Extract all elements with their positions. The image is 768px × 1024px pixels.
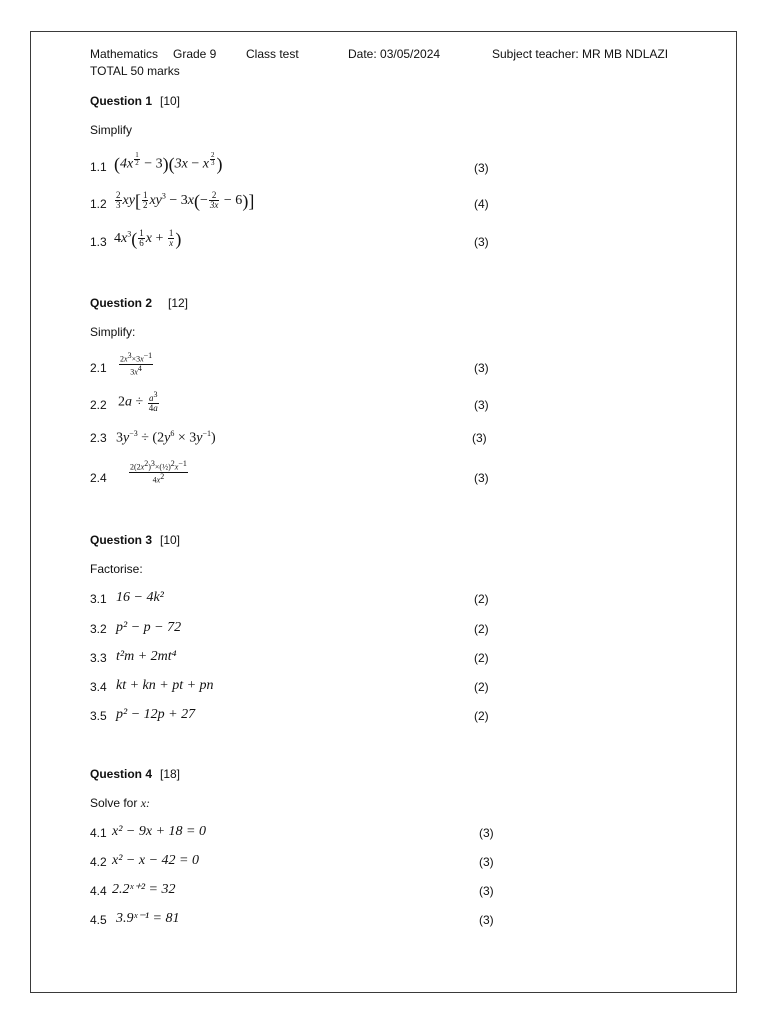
grade-label: Grade 9 [173, 47, 217, 61]
q3-item-4-marks: (2) [474, 680, 489, 694]
q1-item-1-marks: (3) [474, 161, 489, 175]
teacher-label: Subject teacher: MR MB NDLAZI [492, 47, 669, 61]
q4-item-2-number: 4.2 [90, 855, 107, 869]
q3-item-2-marks: (2) [474, 622, 489, 636]
q4-item-1-number: 4.1 [90, 826, 107, 840]
q2-item-4-number: 2.4 [90, 471, 107, 485]
q3-item-1-marks: (2) [474, 592, 489, 606]
q2-instruction: Simplify: [90, 325, 136, 339]
q1-marks: [10] [160, 94, 181, 108]
q3-item-5-number: 3.5 [90, 709, 107, 723]
date-label: Date: 03/05/2024 [348, 47, 441, 61]
q3-marks: [10] [160, 533, 181, 547]
q4-item-4-expression: 3.9ˣ⁻¹ = 81 [116, 911, 180, 926]
q2-item-4-marks: (3) [474, 471, 489, 485]
q1-item-2-number: 1.2 [90, 197, 107, 211]
q4-item-4-marks: (3) [479, 913, 494, 927]
q2-item-1-number: 2.1 [90, 361, 107, 375]
q1-item-1-expression: (4x $^{\frac{1}{2}}$ − 3)(3x − x $^{\frac{2}{3}}$ ) [114, 151, 223, 175]
q3-item-2-number: 3.2 [90, 622, 107, 636]
q1-item-3-expression: $4x^3$( $\frac{1}{6}$ x + $\frac{1}{x}$ ) [114, 228, 182, 249]
q4-title: Question 4 [90, 767, 153, 781]
q2-item-2-marks: (3) [474, 398, 489, 412]
q4-item-1-expression: x² − 9x + 18 = 0 [112, 824, 206, 839]
q2-item-2-expression: 2a ÷ $\frac{a^3}{4a}$ [118, 390, 158, 414]
q4-instruction [90, 796, 150, 811]
total-marks-label: TOTAL 50 marks [90, 64, 180, 78]
q2-item-4-expression: $\frac{2(2x^2)^3\times(\frac{1}{2})^2x^{-1}}{4x^2}$ [130, 459, 187, 485]
q3-item-5-marks: (2) [474, 709, 489, 723]
q1-item-3-number: 1.3 [90, 235, 107, 249]
q2-item-2-number: 2.2 [90, 398, 107, 412]
q2-item-3-expression: $3y^{-3} \div (2y^6 \times 3y^{-1})$ [116, 429, 216, 446]
q1-item-1-number: 1.1 [90, 160, 107, 174]
q3-item-1-expression: 16 − 4k² [116, 590, 164, 605]
q1-instruction: Simplify [90, 123, 133, 137]
test-type-label: Class test [246, 47, 299, 61]
q4-item-4-number: 4.5 [90, 913, 107, 927]
q3-item-1-number: 3.1 [90, 592, 107, 606]
q3-item-4-number: 3.4 [90, 680, 107, 694]
q4-item-3-number: 4.4 [90, 884, 107, 898]
q3-item-3-marks: (2) [474, 651, 489, 665]
q3-title: Question 3 [90, 533, 153, 547]
q3-item-5-expression: p² − 12p + 27 [116, 707, 196, 722]
q3-item-3-expression: t²m + 2mt⁴ [116, 649, 177, 664]
q2-item-3-number: 2.3 [90, 431, 107, 445]
q4-marks: [18] [160, 767, 181, 781]
q4-item-3-marks: (3) [479, 884, 494, 898]
q4-item-1-marks: (3) [479, 826, 494, 840]
test-page [30, 31, 737, 993]
q1-item-2-marks: (4) [474, 197, 489, 211]
q2-item-3-marks: (3) [472, 431, 487, 445]
q2-marks: [12] [168, 296, 189, 310]
q4-item-3-expression: 2.2ˣ⁺² = 32 [112, 882, 176, 897]
q1-item-3-marks: (3) [474, 235, 489, 249]
q2-item-1-expression: $\frac{2x^3\times 3x^{-1}}{3x^4}$ [120, 351, 153, 377]
q1-item-2-expression: $\frac{2}{3}$ xy[ $\frac{1}{2}$ $xy^3 - 3x(-$ $\frac{2}{3x}$ − 6)] [116, 190, 255, 211]
q3-instruction: Factorise: [90, 562, 143, 576]
q2-item-1-marks: (3) [474, 361, 489, 375]
q2-title: Question 2 [90, 296, 153, 310]
q3-item-3-number: 3.3 [90, 651, 107, 665]
q4-item-2-marks: (3) [479, 855, 494, 869]
q1-title: Question 1 [90, 94, 153, 108]
q4-instruction-variable: x: [140, 796, 151, 810]
subject-label: Mathematics [90, 47, 159, 61]
q3-item-2-expression: p² − p − 72 [116, 620, 182, 635]
q4-instruction-text: Solve for [90, 796, 141, 810]
q4-item-2-expression: x² − x − 42 = 0 [112, 853, 199, 868]
q3-item-4-expression: kt + kn + pt + pn [116, 678, 214, 693]
